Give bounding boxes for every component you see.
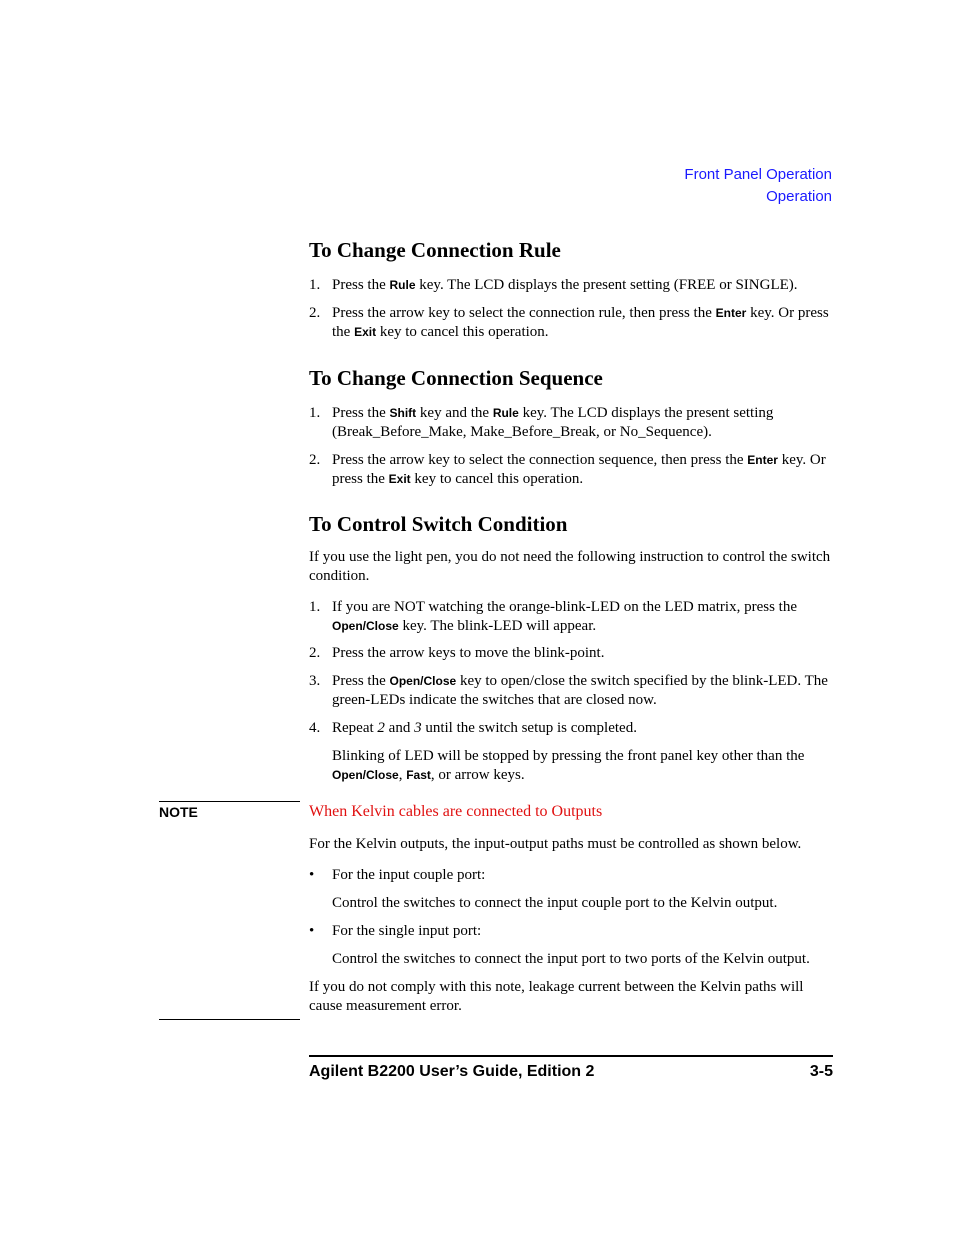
footer-title: Agilent B2200 User’s Guide, Edition 2: [309, 1063, 595, 1080]
key-exit: Exit: [388, 472, 411, 486]
key-fast: Fast: [406, 768, 431, 782]
blink-paragraph: Blinking of LED will be stopped by pressing the front panel key other than the Open/Close, Fast, or arrow keys.: [332, 748, 805, 783]
heading-control-switch: To Control Switch Condition: [309, 512, 568, 536]
bullet-sub-paragraph: Control the switches to connect the input couple port to the Kelvin output.: [332, 895, 778, 911]
key-enter: Enter: [747, 453, 778, 467]
key-open-close: Open/Close: [332, 768, 399, 782]
key-rule: Rule: [389, 278, 416, 292]
heading-connection-rule: To Change Connection Rule: [309, 238, 561, 262]
heading-connection-sequence: To Change Connection Sequence: [309, 366, 603, 390]
bullet-item: • For the single input port:: [309, 923, 482, 939]
note-label: NOTE: [159, 804, 198, 820]
note-paragraph: For the Kelvin outputs, the input-output paths must be controlled as shown below.: [309, 836, 802, 852]
bullet-item: • For the input couple port:: [309, 867, 486, 883]
key-open-close: Open/Close: [332, 619, 399, 633]
page-number: 3-5: [809, 1063, 833, 1080]
list-item: 3. Press the Open/Close key to open/close the switch specified by the blink-LED. The green-LEDs indicate the switches that are closed now.: [309, 673, 828, 708]
list-item: 4. Repeat 2 and 3 until the switch setup is completed.: [309, 720, 637, 736]
intro-paragraph: If you use the light pen, you do not need the following instruction to control the switch condition.: [309, 549, 831, 584]
key-rule: Rule: [492, 406, 519, 420]
list-item: 2. Press the arrow key to select the connection sequence, then press the Enter key. Or press the Exit key to cancel this operation.: [309, 452, 826, 487]
key-shift: Shift: [389, 406, 417, 420]
key-exit: Exit: [354, 325, 377, 339]
list-item: 1. If you are NOT watching the orange-blink-LED on the LED matrix, press the Open/Close key. The blink-LED will appear.: [309, 599, 797, 634]
note-title: When Kelvin cables are connected to Outputs: [309, 803, 603, 820]
bullet-mark: •: [309, 867, 315, 883]
header-chapter: Front Panel Operation: [684, 166, 832, 183]
note-top-rule: [159, 801, 300, 802]
bullet-sub-paragraph: Control the switches to connect the input port to two ports of the Kelvin output.: [332, 951, 810, 967]
key-enter: Enter: [715, 306, 747, 320]
bullet-mark: •: [309, 923, 315, 939]
list-item: 1. Press the Shift key and the Rule key. The LCD displays the present setting (Break_Before_Make, Make_Before_Break, or No_Sequence).: [309, 405, 774, 440]
list-item: 1. Press the Rule key. The LCD displays the present setting (FREE or SINGLE).: [309, 277, 798, 293]
key-open-close: Open/Close: [389, 674, 457, 688]
header-section: Operation: [766, 188, 832, 205]
note-closing-paragraph: If you do not comply with this note, leakage current between the Kelvin paths will cause measurement error.: [309, 979, 804, 1014]
running-header: [684, 165, 832, 207]
footer-rule: [309, 1055, 833, 1057]
list-item: 2. Press the arrow key to select the connection rule, then press the Enter key. Or press the Exit key to cancel this operation.: [309, 305, 829, 340]
list-item: 2. Press the arrow keys to move the blink-point.: [309, 645, 605, 661]
note-bottom-rule: [159, 1019, 300, 1020]
